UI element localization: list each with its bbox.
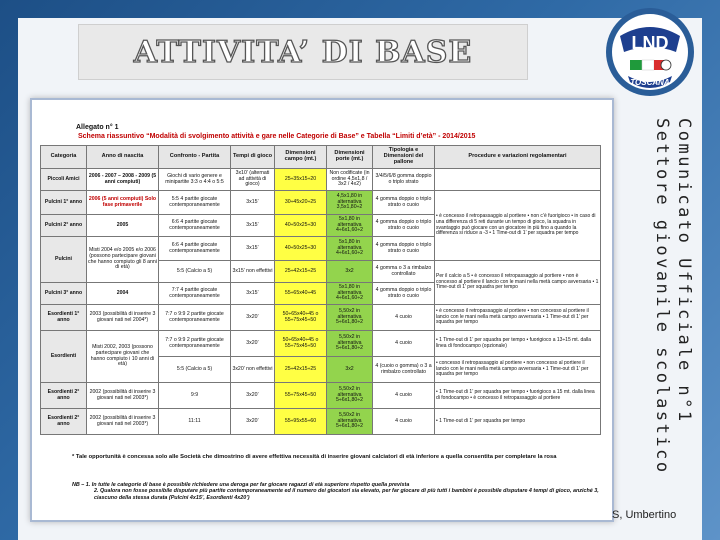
header-cell: Tempi di gioco xyxy=(231,146,275,169)
cell-porte: 5x1,80 in alternativa 4÷6x1,60÷2 xyxy=(327,283,373,305)
cell-pallone: 4 gomma o 3 a rimbalzo controllato xyxy=(373,261,435,283)
cell-campo: 50÷65x40÷45 o 55÷75x45÷50 xyxy=(275,305,327,331)
cell-tempi: 3x20’ xyxy=(231,305,275,331)
cell-tempi: 3x15’ non effettivi xyxy=(231,261,275,283)
cell-category: Pulcini xyxy=(41,237,87,283)
vertical-line-1: Comunicato Ufficiale n°1 xyxy=(674,118,694,424)
cell-anno: 2005 xyxy=(87,215,159,237)
cell-confronto: 5:5 (Calcio a 5) xyxy=(159,357,231,383)
cell-anno: Misti 2002, 2003 (possono partecipare giovani che hanno compiuto i 10 anni di età) xyxy=(87,331,159,383)
cell-campo: 50÷65x40÷45 o 55÷75x45÷50 xyxy=(275,331,327,357)
cell-tempi: 3x15’ xyxy=(231,283,275,305)
cell-category: Pulcini 3° anno xyxy=(41,283,87,305)
table-row xyxy=(41,409,601,435)
cell-pallone: 4 cuoio xyxy=(373,331,435,357)
cell-procedure: • è concesso il retropassaggio al portiere • non c’è fuorigioco • in caso di una differenza di 5 reti durante un tempo di gioco, la squadra in svantaggio può giocare con un giocatore in più fino a quando la differenza si riduce a -3 • 1 Time-out di 1’ per squadra per tempo xyxy=(435,191,601,261)
cell-pallone: 4 gomma doppio o triplo strato o cuoio xyxy=(373,215,435,237)
cell-campo: 40÷50x25÷30 xyxy=(275,215,327,237)
cell-category: Esordienti 2° anno xyxy=(41,383,87,409)
cell-confronto: 5:5 (Calcio a 5) xyxy=(159,261,231,283)
cell-procedure: • 1 Time-out di 1’ per squadra per tempo • fuorigioco a 15 mt. dalla linea di fondocampo • è concesso il retropassaggio al portiere xyxy=(435,383,601,409)
cell-confronto: 7:7 o 9:9 2 partite giocate contemporaneamente xyxy=(159,305,231,331)
cell-anno: 2002 (possibilità di inserire 3 giovani nati nel 2003*) xyxy=(87,409,159,435)
cell-campo: 40÷50x25÷30 xyxy=(275,237,327,261)
slide-title: ATTIVITA’ DI BASE xyxy=(133,34,473,70)
cell-porte: 5,50x2 in alternativa 5÷6x1,80÷2 xyxy=(327,383,373,409)
cell-campo: 55÷75x45÷50 xyxy=(275,383,327,409)
document-allegato: Allegato n° 1 xyxy=(76,124,119,131)
cell-pallone: 3/4/5/6/8 gomma doppio o triplo strato xyxy=(373,169,435,191)
cell-campo: 25÷42x15÷25 xyxy=(275,261,327,283)
title-box xyxy=(78,24,528,80)
document-page xyxy=(36,104,604,512)
cell-porte: 5,50x2 in alternativa 5÷6x1,80÷2 xyxy=(327,305,373,331)
cell-anno: 2006 - 2007 – 2008 - 2009 (5 anni compiuti) xyxy=(87,169,159,191)
header-cell: Procedure e variazioni regolamentari xyxy=(435,146,601,169)
cell-procedure: Per il calcio a 5 • è concesso il retropassaggio al portiere • non è concesso al portiere il lancio con le mani nella metà campo avversaria • 1 Time-out di 1’ per squadra per tempo xyxy=(435,261,601,305)
cell-anno: 2006 (5 anni compiuti) Solo fase primaverile xyxy=(87,191,159,215)
cell-anno: 2003 (possibilità di inserire 3 giovani nati nel 2004*) xyxy=(87,305,159,331)
table-row xyxy=(41,191,601,215)
header-cell: Tipologia e Dimensioni del pallone xyxy=(373,146,435,169)
cell-pallone: 4 cuoio xyxy=(373,305,435,331)
cell-tempi: 3x15’ xyxy=(231,215,275,237)
header-cell: Categoria xyxy=(41,146,87,169)
cell-porte: 5,50x2 in alternativa 5÷6x1,80÷2 xyxy=(327,409,373,435)
cell-pallone: 4 cuoio xyxy=(373,409,435,435)
vertical-caption xyxy=(615,118,695,480)
cell-confronto: 9:9 xyxy=(159,383,231,409)
cell-tempi: 3x10’ (alternati ad attività di gioco) xyxy=(231,169,275,191)
cell-category: Pulcini 1° anno xyxy=(41,191,87,215)
header-cell: Confronto - Partita xyxy=(159,146,231,169)
cell-pallone: 4 gomma doppio o triplo strato o cuoio xyxy=(373,237,435,261)
cell-procedure: • 1 Time-out di 1’ per squadra per tempo • fuorigioco a 13÷15 mt. dalla linea di fondocampo (opzionale) xyxy=(435,331,601,357)
nb-item-2: 2. Qualora non fosse possibile disputare più partite contemporaneamente ed il numero dei giocatori sia elevato, per far giocare di più tutti i bambini è possibile disputare 4 tempi di gioco, anziché 3, ciascuno della stessa durata (Pulcini 4x15’, Esordienti 4x20’) xyxy=(94,488,599,501)
cell-anno: Misti 2004 e/o 2005 e/o 2006 (possono partecipare giovani che hanno compiuto gli 8 anni di età) xyxy=(87,237,159,283)
categories-table xyxy=(40,145,601,435)
author-credit: S, Umbertino xyxy=(612,509,677,521)
cell-category: Esordienti xyxy=(41,331,87,383)
cell-confronto: 6:6 4 partite giocate contemporaneamente xyxy=(159,237,231,261)
cell-confronto: 7:7 4 partite giocate contemporaneamente xyxy=(159,283,231,305)
cell-porte: 5,50x2 in alternativa 5÷6x1,80÷2 xyxy=(327,331,373,357)
cell-procedure: • 1 Time-out di 1’ per squadra per tempo xyxy=(435,409,601,435)
document-footnote: * Tale opportunità è concessa solo alle Società che dimostrino di avere effettiva necessità di inserire giovani calciatori di età inferiore a quella consentita per completare la rosa xyxy=(72,454,557,460)
header-cell: Dimensioni campo (mt.) xyxy=(275,146,327,169)
vertical-line-2: Settore giovanile scolastico xyxy=(652,118,672,475)
document-notes xyxy=(72,482,602,501)
table-header-row xyxy=(41,146,601,169)
cell-porte: Non codificate (in ordine 4,5x1,8 / 3x2 / 4x2) xyxy=(327,169,373,191)
cell-confronto: 7:7 o 9:9 2 partite giocate contemporaneamente xyxy=(159,331,231,357)
header-cell: Anno di nascita xyxy=(87,146,159,169)
cell-tempi: 3x15’ xyxy=(231,191,275,215)
cell-pallone: 4 gomma doppio o triplo strato o cuoio xyxy=(373,191,435,215)
cell-procedure xyxy=(435,169,601,191)
cell-porte: 3x2 xyxy=(327,357,373,383)
cell-confronto: 5:5 4 partite giocate contemporaneamente xyxy=(159,191,231,215)
cell-confronto: Giochi di vario genere e minipartite 3:3 o 4:4 o 5:5 xyxy=(159,169,231,191)
cell-confronto: 6:6 4 partite giocate contemporaneamente xyxy=(159,215,231,237)
cell-tempi: 3x20’ non effettivi xyxy=(231,357,275,383)
cell-tempi: 3x20’ xyxy=(231,409,275,435)
cell-tempi: 3x20’ xyxy=(231,331,275,357)
cell-anno: 2004 xyxy=(87,283,159,305)
cell-category: Pulcini 2° anno xyxy=(41,215,87,237)
table-row xyxy=(41,383,601,409)
cell-campo: 30÷45x20÷25 xyxy=(275,191,327,215)
cell-campo: 55÷95x55÷60 xyxy=(275,409,327,435)
logo-region-text: TOSCANA xyxy=(630,78,670,87)
cell-pallone: 4 (cuoio o gomma) o 3 a rimbalzo controllato xyxy=(373,357,435,383)
cell-procedure: • è concesso il retropassaggio al portiere • non concesso al portiere il lancio con le mani nella metà campo avversaria • 1 Time-out di 1’ per squadra per tempo xyxy=(435,305,601,331)
cell-porte: 5x1,80 in alternativa 4÷6x1,60÷2 xyxy=(327,215,373,237)
header-cell: Dimensioni porte (mt.) xyxy=(327,146,373,169)
cell-pallone: 4 gomma doppio o triplo strato o cuoio xyxy=(373,283,435,305)
logo-main-text: LND xyxy=(631,33,669,53)
table-row xyxy=(41,305,601,331)
nb-label: NB – xyxy=(72,482,85,488)
table-row xyxy=(41,331,601,357)
cell-campo: 55÷65x40÷45 xyxy=(275,283,327,305)
document-schema-title: Schema riassuntivo “Modalità di svolgimento attività e gare nelle Categorie di Base” e Tabella “Limiti d’età” - 2014/2015 xyxy=(78,133,476,140)
cell-porte: 4,5x1,80 in alternativa 3,5x1,80÷2 xyxy=(327,191,373,215)
cell-porte: 3x2 xyxy=(327,261,373,283)
cell-confronto: 11:11 xyxy=(159,409,231,435)
cell-anno: 2002 (possibilità di inserire 3 giovani nati nel 2003*) xyxy=(87,383,159,409)
cell-procedure: • concesso il retropassaggio al portiere • non concesso al portiere il lancio con le mani nella metà campo avversaria • 1 Time-out di 1’ per squadra per tempo xyxy=(435,357,601,383)
cell-porte: 5x1,80 in alternativa 4÷6x1,60÷2 xyxy=(327,237,373,261)
nb-item-1: 1. In tutte le categorie di base è possibile richiedere una deroga per far giocare ragazzi di età superiore rispetto quella prevista xyxy=(85,482,410,488)
cell-category: Esordienti 1° anno xyxy=(41,305,87,331)
cell-category: Piccoli Amici xyxy=(41,169,87,191)
cell-campo: 25÷35x15÷20 xyxy=(275,169,327,191)
cell-tempi: 3x20’ xyxy=(231,383,275,409)
cell-pallone: 4 cuoio xyxy=(373,383,435,409)
cell-tempi: 3x15’ xyxy=(231,237,275,261)
cell-category: Esordienti 2° anno xyxy=(41,409,87,435)
cell-campo: 25÷42x15÷25 xyxy=(275,357,327,383)
lnd-logo xyxy=(604,6,696,98)
table-row xyxy=(41,169,601,191)
